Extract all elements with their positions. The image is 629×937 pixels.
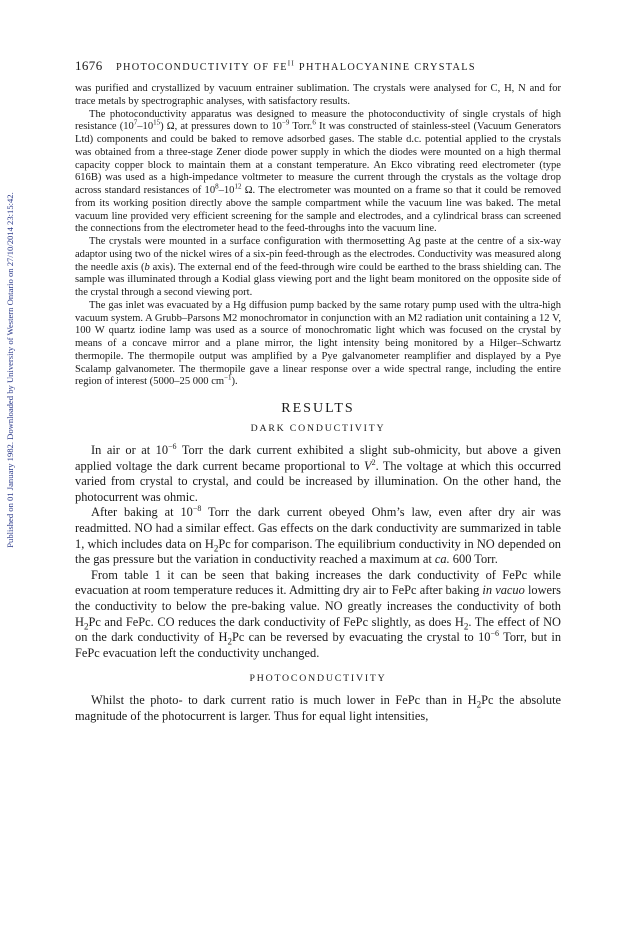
dark-paragraph-1: In air or at $10^{-6}$ Torr the dark current exhibited a slight sub-ohmicity, but above a given applied voltage the dark current became proportional to $V^2$. The voltage at which this occurred varied from crystal to crystal, and could be increased by illumination. On the other hand, the photocurrent was ohmic. xyxy=(75,441,561,504)
photoconductivity-heading: PHOTOCONDUCTIVITY xyxy=(249,673,387,685)
dark-conductivity-heading: DARK CONDUCTIVITY xyxy=(250,423,386,434)
dark-paragraph-2: After baking at $10^{-8}$ Torr the dark current obeyed Ohm’s law, even after dry air was readmitted. NO had a similar effect. Gas effects on the dark conductivity are summarized in table 1, which includes data on $H_2Pc$ for comparison. The equilibrium conductivity in NO depended on the gas pressure but the variation in conductivity reached a maximum at ca. 600 Torr. xyxy=(75,504,561,567)
running-header xyxy=(75,58,561,74)
methods-paragraph-2: The photoconductivity apparatus was designed to measure the photoconductivity of single crystals of high resistance $(10^7-10^{15})$ Ω, at pressures down to $10^{-9}$ Torr.$^6$ It was constructed of stainless-steel (Vacuum Generators Ltd) components and could be baked to remove adsorbed gases. The stable d.c. potential applied to the crystals was obtained from a three-stage Zener diode power supply in which the diodes were mounted on a high thermal capacity copper block to maintain them at a constant temperature. An Ekco vibrating reed electrometer (type 616B) was used as a high-impedance voltmeter to measure the current through the crystals as the voltage drop across standard resistances of $10^8-10^{12}$ Ω. The electrometer was mounted on a frame so that it could be removed from its working position directly above the sample compartment while the vacuum line was baked. The metal vacuum line provided very efficient screening for the sample and electrodes, and a cylindrical brass can screened the connections from the electrometer head to the feed-throughs into the vacuum line. xyxy=(75,108,562,235)
photoconductivity-section xyxy=(75,693,561,724)
dark-paragraph-3: From table 1 it can be seen that baking increases the dark conductivity of FePc while evacuation at room temperature reduces it. Admitting dry air to FePc after baking in vacuo lowers the conductivity to below the pre-baking value. NO greatly increases the conductivity of both $H_2Pc$ and FePc. CO reduces the dark conductivity of FePc slightly, as does $H_2$. The effect of NO on the dark conductivity of $H_2Pc$ can be reversed by evacuating the crystal to $10^{-6}$ Torr, but in FePc evacuation left the conductivity unchanged. xyxy=(75,567,562,660)
download-notice-text: Published on 01 January 1982. Downloaded by University of Western Ontario on 27/10/2014 23:15:42. xyxy=(5,192,15,548)
results-heading: RESULTS xyxy=(281,401,355,416)
methods-section xyxy=(75,83,561,389)
running-title: PHOTOCONDUCTIVITY OF $FE^{II}$ PHTHALOCYANINE CRYSTALS xyxy=(116,59,476,73)
journal-page xyxy=(75,58,561,725)
download-notice-sidebar xyxy=(2,150,18,590)
methods-paragraph-3: The crystals were mounted in a surface configuration with thermosetting Ag paste at the centre of a six-way adaptor using two of the nickel wires of a six-pin feed-through as the electrodes. Conductivity was measured along the needle axis (b axis). The external end of the feed-through wire could be earthed to the brass shielding can. The sample was illuminated through a Kodial glass viewing port and the light beam monitored on the opposite side of the crystal through a second viewing port. xyxy=(75,236,561,298)
dark-conductivity-section xyxy=(75,443,561,661)
methods-paragraph-4: The gas inlet was evacuated by a Hg diffusion pump backed by the same rotary pump used with the ultra-high vacuum system. A Grubb–Parsons M2 monochromator in conjunction with an M2 radiation unit containing a 12 V, 100 W quartz iodine lamp was used as a source of monochromatic light which was focused on the crystal by means of a concave mirror and a plane mirror, the light intensity being monitored by a Hilger–Schwartz thermopile. The thermopile output was amplified by a Pye galvanometer reamplifier and displayed by a Pye Scalamp galvanometer. The thermopile gave a linear response over a wide spectral range, including the entire region of interest (5000–25 000 $cm^{-1}$). xyxy=(75,299,561,388)
photo-paragraph-1: Whilst the photo- to dark current ratio is much lower in FePc than in $H_2Pc$ the absolute magnitude of the photocurrent is larger. Thus for equal light intensities, xyxy=(75,693,562,723)
page-number: 1676 xyxy=(75,58,103,73)
methods-paragraph-1: was purified and crystallized by vacuum entrainer sublimation. The crystals were analysed for C, H, N and for trace metals by spectrographic analyses, with satisfactory results. xyxy=(75,83,561,107)
